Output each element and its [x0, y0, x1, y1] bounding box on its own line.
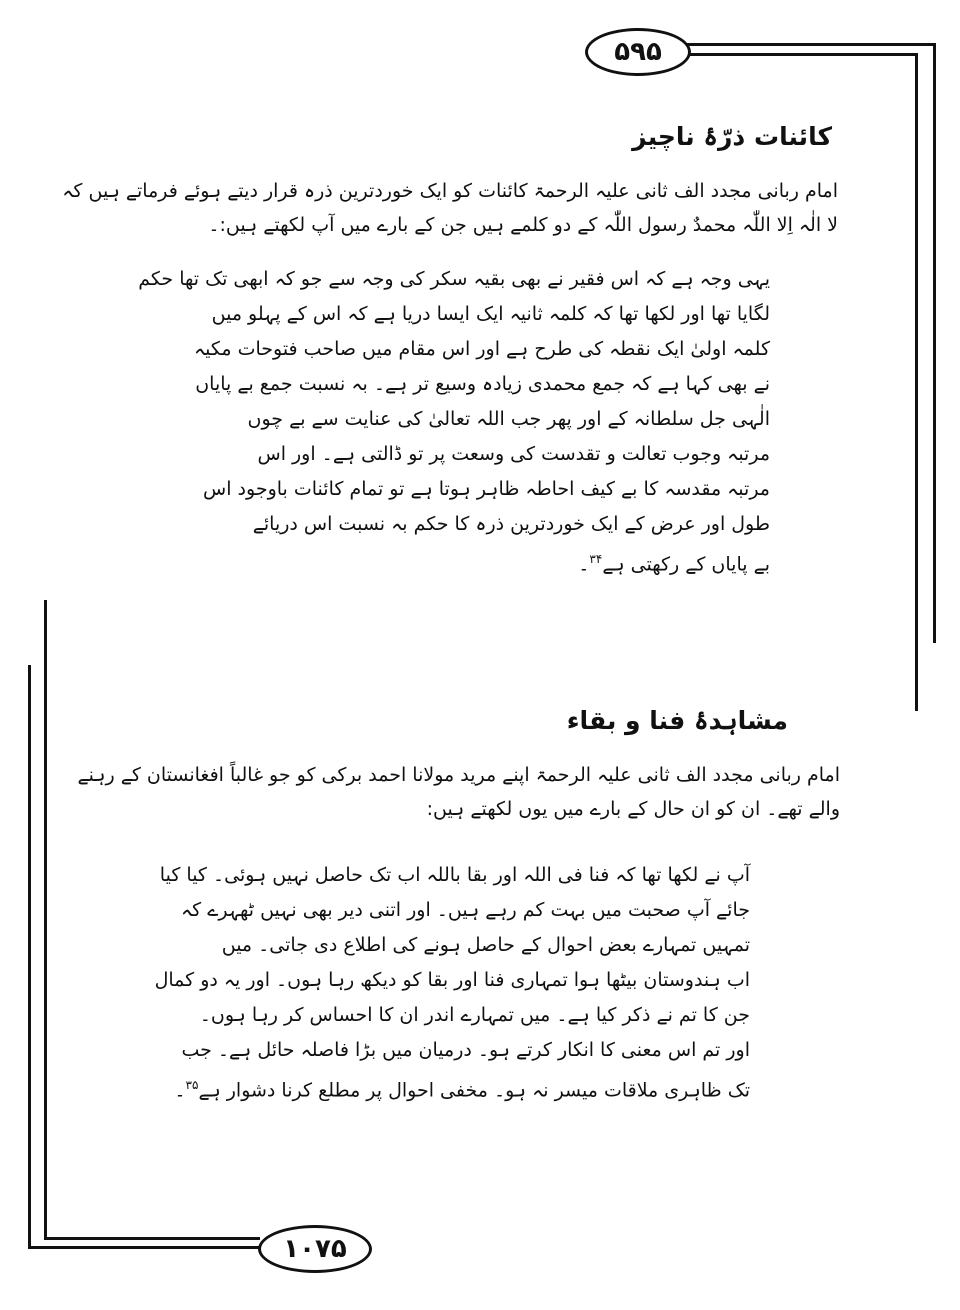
- quote-line: یہی وجہ ہے کہ اس فقیر نے بھی بقیہ سکر کی وجہ سے جو کہ ابھی تک تھا حکم: [138, 268, 770, 290]
- quote-line: جائے آپ صحبت میں بہت کم رہے ہیں۔ اور اتنی دیر بھی نہیں ٹھہرے کہ: [181, 899, 750, 921]
- frame-right-line-outer: [933, 43, 936, 643]
- quote-line: مرتبہ وجوب تعالت و تقدست کی وسعت پر تو ڈالتی ہے۔ اور اس: [257, 443, 770, 465]
- quote-line-last: [174, 1068, 750, 1103]
- section2-heading: مشاہدۂ فنا و بقاء: [566, 706, 788, 735]
- footnote-marker: ۳۴: [589, 552, 603, 566]
- page-number-top: ۵۹۵: [585, 28, 691, 76]
- section1-intro-line: امام ربانی مجدد الف ثانی علیہ الرحمۃ کائنات کو ایک خوردترین ذرہ قرار دیتے ہوئے فرماتے ہیں کہ: [62, 180, 838, 202]
- quote-line: طول اور عرض کے ایک خوردترین ذرہ کا حکم بہ نسبت اس دریائے: [252, 513, 770, 535]
- end-mark: ۔: [578, 553, 590, 576]
- quote-line: الٰہی جل سلطانہ کے اور پھر جب اللہ تعالیٰ کی عنایت سے بے چوں: [247, 408, 770, 430]
- quote-line: آپ نے لکھا تھا کہ فنا فی اللہ اور بقا باللہ اب تک حاصل نہیں ہوئی۔ کیا کیا: [159, 864, 750, 886]
- frame-bottom-line-inner: [44, 1237, 260, 1240]
- quote-line: اور تم اس معنی کا انکار کرتے ہو۔ درمیان میں بڑا فاصلہ حائل ہے۔ جب: [181, 1039, 750, 1061]
- frame-left-line-outer: [28, 665, 31, 1247]
- quote-line: لگایا تھا اور لکھا تھا کہ کلمہ ثانیہ ایک ایسا دریا ہے کہ اس کے پہلو میں: [211, 303, 770, 325]
- section2-intro-line: والے تھے۔ ان کو ان حال کے بارے میں یوں لکھتے ہیں:: [426, 798, 840, 820]
- section2-intro: [60, 758, 840, 826]
- page-number-bottom: ۱۰۷۵: [258, 1225, 372, 1273]
- quote-line: مرتبہ مقدسہ کا بے کیف احاطہ ظاہر ہوتا ہے تو تمام کائنات باوجود اس: [203, 478, 770, 500]
- frame-right-line-inner: [915, 53, 918, 711]
- section1-quote: [138, 262, 770, 577]
- quote-text: بے پایاں کے رکھتی ہے: [602, 553, 770, 576]
- quote-line: اب ہندوستان بیٹھا ہوا تمہاری فنا اور بقا کو دیکھ رہا ہوں۔ اور یہ دو کمال: [154, 969, 750, 991]
- quote-line: جن کا تم نے ذکر کیا ہے۔ میں تمہارے اندر ان کا احساس کر رہا ہوں۔: [199, 1004, 750, 1026]
- quote-line: تمہیں تمہارے بعض احوال کے حاصل ہونے کی اطلاع دی جاتی۔ میں: [221, 934, 750, 956]
- section2-quote: [154, 858, 750, 1103]
- quote-line: کلمہ اولیٰ ایک نقطہ کی طرح ہے اور اس مقام میں صاحب فتوحات مکیہ: [194, 338, 770, 360]
- frame-top-line-inner: [686, 53, 918, 56]
- frame-bottom-line-outer: [28, 1246, 260, 1249]
- footnote-marker: ۳۵: [185, 1078, 199, 1092]
- end-mark: ۔: [174, 1079, 186, 1102]
- quote-line: نے بھی کہا ہے کہ جمع محمدی زیادہ وسیع تر ہے۔ بہ نسبت جمع بے پایاں: [195, 373, 770, 395]
- section1-intro-line: لا الٰہ اِلا اللّٰہ محمدٌ رسول اللّٰہ کے دو کلمے ہیں جن کے بارے میں آپ لکھتے ہیں:۔: [208, 214, 838, 236]
- quote-line-last: [210, 542, 770, 577]
- quote-text: تک ظاہری ملاقات میسر نہ ہو۔ مخفی احوال پر مطلع کرنا دشوار ہے: [198, 1079, 750, 1102]
- section1-heading: کائنات ذرّۂ ناچیز: [632, 122, 832, 151]
- section2-intro-line: امام ربانی مجدد الف ثانی علیہ الرحمۃ اپنے مرید مولانا احمد برکی کو جو غالباً افغانستان کے رہنے: [77, 764, 840, 786]
- section1-intro: [62, 174, 838, 242]
- frame-left-line-inner: [44, 600, 47, 1240]
- frame-top-line-outer: [686, 43, 936, 46]
